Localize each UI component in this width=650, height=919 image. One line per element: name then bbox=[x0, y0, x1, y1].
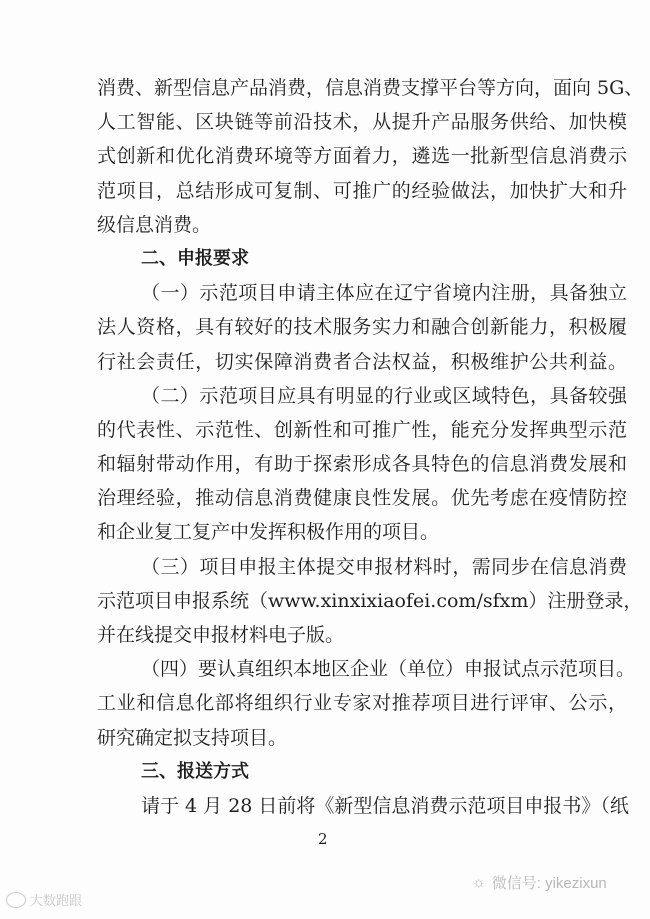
text-line: 消费、新型信息产品消费，信息消费支撑平台等方向，面向 5G、 bbox=[97, 77, 644, 99]
text-line: 范项目，总结形成可复制、可推广的经验做法，加快扩大和升 bbox=[97, 179, 627, 202]
text-line: 人工智能、区块链等前沿技术，从提升产品服务供给、加快模 bbox=[97, 111, 627, 134]
wechat-id: 微信号: yikezixun bbox=[491, 875, 607, 892]
text-line: 并在线提交申报材料电子版。 bbox=[97, 624, 345, 646]
wechat-icon: ☼ bbox=[472, 874, 486, 891]
text-line: 式创新和优化消费环境等方面着力，遴选一批新型信息消费示 bbox=[97, 145, 627, 168]
document-body bbox=[97, 71, 644, 823]
text-line: （四）要认真组织本地区企业（单位）申报试点示范项目。 bbox=[141, 658, 636, 681]
text-line: 的代表性、示范性、创新性和可推广性，能充分发挥典型示范 bbox=[97, 418, 627, 441]
text-line: 工业和信息化部将组织行业专家对推荐项目进行评审、公示， bbox=[97, 692, 627, 715]
text-line: （一）示范项目申请主体应在辽宁省境内注册，具备独立 bbox=[141, 282, 627, 305]
text-line: 研究确定拟支持项目。 bbox=[97, 726, 288, 749]
text-line: 和辐射带动作用，有助于探索形成各具特色的信息消费发展和 bbox=[97, 453, 627, 476]
text-line: 请于 4 月 28 日前将《新型信息消费示范项目申报书》（纸 bbox=[141, 794, 629, 817]
text-line: 治理经验，推动信息消费健康良性发展。优先考虑在疫情防控 bbox=[97, 487, 627, 510]
logo-watermark bbox=[6, 890, 82, 909]
text-line: 行社会责任，切实保障消费者合法权益，积极维护公共利益。 bbox=[97, 350, 627, 373]
logo-icon bbox=[6, 892, 26, 908]
text-line: 级信息消费。 bbox=[97, 213, 212, 236]
text-line: 和企业复工复产中发挥积极作用的项目。 bbox=[97, 521, 440, 544]
text-line: 示范项目申报系统（www.xinxixiaofei.com/sfxm）注册登录， bbox=[97, 589, 643, 612]
section-heading: 三、报送方式 bbox=[141, 760, 249, 782]
text-line: （三）项目申报主体提交申报材料时，需同步在信息消费 bbox=[141, 555, 627, 578]
text-line: 法人资格，具有较好的技术服务实力和融合创新能力，积极履 bbox=[97, 316, 627, 339]
logo-text: 大数跑跟 bbox=[30, 893, 83, 908]
page-number: 2 bbox=[318, 830, 328, 848]
section-heading: 二、申报要求 bbox=[141, 247, 249, 269]
text-line: （二）示范项目应具有明显的行业或区域特色，具备较强 bbox=[141, 384, 627, 407]
wechat-watermark bbox=[472, 872, 607, 893]
